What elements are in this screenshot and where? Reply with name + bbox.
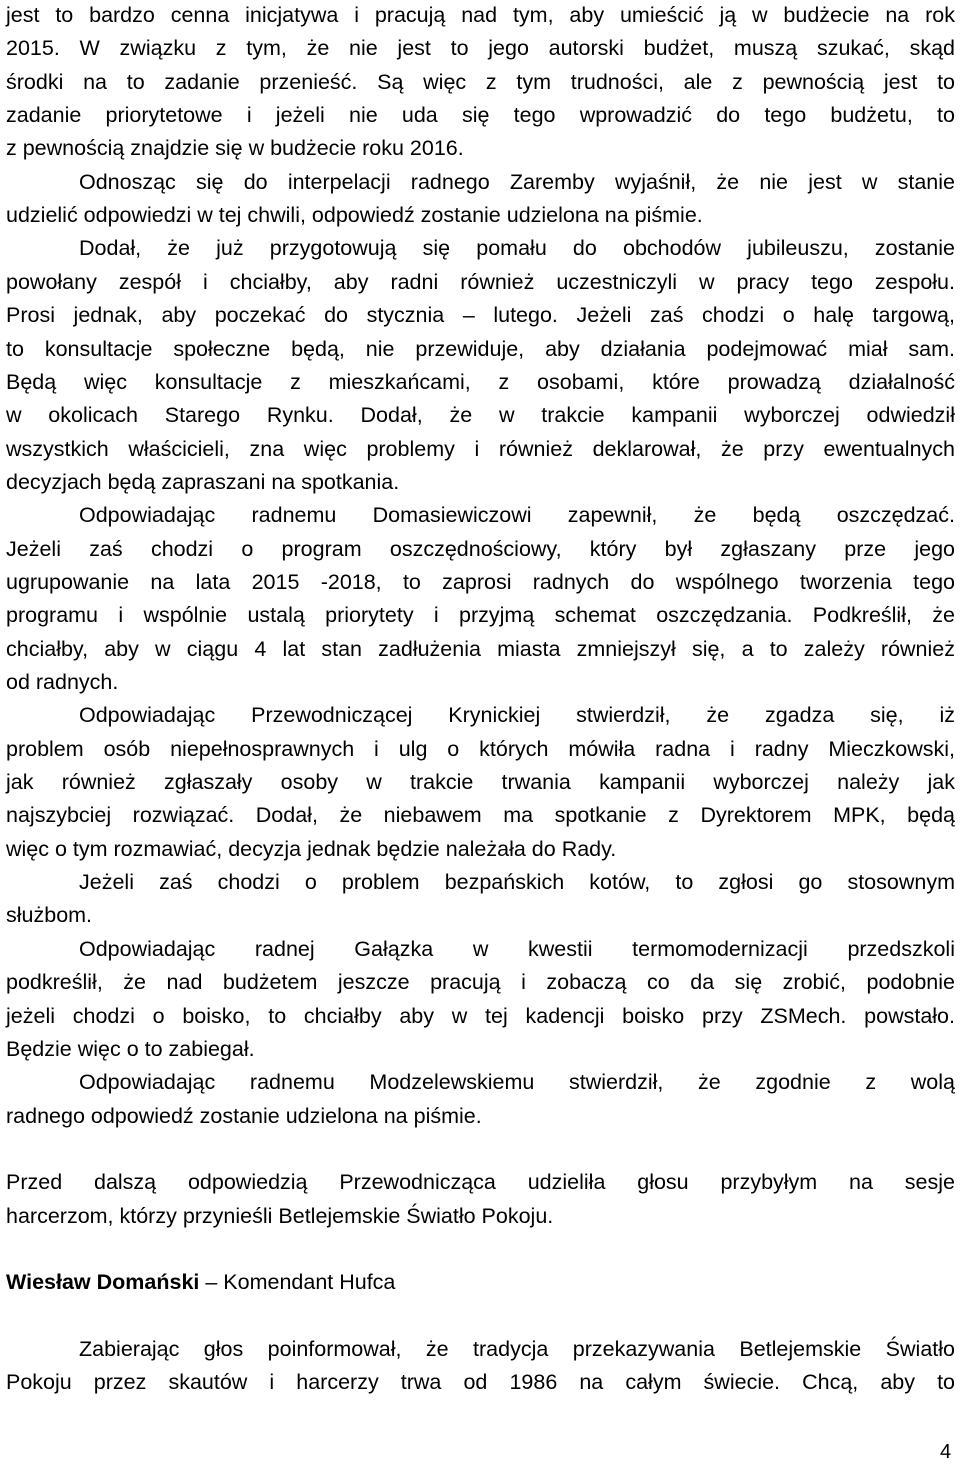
text-line: najszybciej rozwiązać. Dodał, że niebawem ma spotkanie z Dyrektorem MPK, będą <box>6 803 955 828</box>
text-line: Zabierając głos poinformował, że tradycja przekazywania Betlejemskie Światło <box>79 1337 955 1361</box>
text-line: radnego odpowiedź zostanie udzielona na piśmie. <box>6 1103 482 1128</box>
text-line: problem osób niepełnosprawnych i ulg o których mówiła radna i radny Mieczkowski, <box>6 736 955 761</box>
text-line: Będzie więc o to zabiegał. <box>6 1036 255 1061</box>
text-line: 2015. W związku z tym, że nie jest to jego autorski budżet, muszą szukać, skąd <box>6 36 955 61</box>
text-line: Przed dalszą odpowiedzią Przewodnicząca udzieliła głosu przybyłym na sesje <box>6 1170 955 1195</box>
text-line: chciałby, aby w ciągu 4 lat stan zadłużenia miasta zmniejszył się, a to zależy również <box>6 636 955 661</box>
text-line: jeżeli chodzi o boisko, to chciałby aby w tej kadencji boisko przy ZSMech. powstało. <box>6 1003 955 1028</box>
text-line: decyzjach będą zapraszani na spotkania. <box>6 469 400 494</box>
text-line: Jeżeli zaś chodzi o program oszczędnościowy, który był zgłaszany prze jego <box>6 536 955 561</box>
text-line: Odpowiadając radnemu Modzelewskiemu stwierdził, że zgodnie z wolą <box>79 1070 955 1095</box>
text-line: Odpowiadając Przewodniczącej Krynickiej stwierdził, że zgadza się, iż <box>79 703 955 728</box>
text-line: Prosi jednak, aby poczekać do stycznia – lutego. Jeżeli zaś chodzi o halę targową, <box>6 303 955 328</box>
text-line: udzielić odpowiedzi w tej chwili, odpowiedź zostanie udzielona na piśmie. <box>6 203 703 228</box>
text-line: harcerzom, którzy przynieśli Betlejemskie Światło Pokoju. <box>6 1203 554 1228</box>
text-line: podkreślił, że nad budżetem jeszcze pracują i zobaczą co da się zrobić, podobnie <box>6 970 955 995</box>
text-line: Jeżeli zaś chodzi o problem bezpańskich kotów, to zgłosi go stosownym <box>79 870 955 895</box>
text-line: Odnosząc się do interpelacji radnego Zaremby wyjaśnił, że nie jest w stanie <box>79 169 955 194</box>
page-number: 4 <box>940 1441 952 1463</box>
text-line: to konsultacje społeczne będą, nie przewiduje, aby działania podejmować miał sam. <box>6 336 955 361</box>
text-line: Odpowiadając radnemu Domasiewiczowi zapewnił, że będą oszczędzać. <box>79 503 955 528</box>
text-line: jest to bardzo cenna inicjatywa i pracują nad tym, aby umieścić ją w budżecie na rok <box>6 3 955 27</box>
text-line: Dodał, że już przygotowują się pomału do obchodów jubileuszu, zostanie <box>79 236 955 261</box>
text-line: wszystkich właścicieli, zna więc problemy i również deklarował, że przy ewentualnych <box>6 436 955 461</box>
text-line: jak również zgłaszały osoby w trakcie trwania kampanii wyborczej należy jak <box>6 770 955 795</box>
text-line: ugrupowanie na lata 2015 -2018, to zaprosi radnych do wspólnego tworzenia tego <box>6 569 955 594</box>
text-line: zadanie priorytetowe i jeżeli nie uda się tego wprowadzić do tego budżetu, to <box>6 103 955 128</box>
text-line: w okolicach Starego Rynku. Dodał, że w trakcie kampanii wyborczej odwiedził <box>6 403 955 428</box>
speaker-name: Wiesław Domański <box>6 1270 200 1295</box>
text-line: od radnych. <box>6 670 119 694</box>
text-line: Pokoju przez skautów i harcerzy trwa od 1986 na całym świecie. Chcą, aby to <box>6 1370 955 1395</box>
text-line: powołany zespół i chciałby, aby radni również uczestniczyli w pracy tego zespołu. <box>6 269 955 294</box>
text-line: Będą więc konsultacje z mieszkańcami, z osobami, które prowadzą działalność <box>6 369 955 394</box>
text-line: programu i wspólnie ustalą priorytety i przyjmą schemat oszczędzania. Podkreślił, że <box>6 603 955 628</box>
text-line: Odpowiadając radnej Gałązka w kwestii termomodernizacji przedszkoli <box>79 936 955 961</box>
speaker-role: – Komendant Hufca <box>199 1270 396 1295</box>
text-line: służbom. <box>6 903 93 928</box>
text-line: więc o tym rozmawiać, decyzja jednak będzie należała do Rady. <box>6 836 617 861</box>
text-line: z pewnością znajdzie się w budżecie roku 2016. <box>6 136 464 161</box>
text-line: środki na to zadanie przenieść. Są więc z tym trudności, ale z pewnością jest to <box>6 69 955 94</box>
speaker-line <box>6 1269 955 1295</box>
